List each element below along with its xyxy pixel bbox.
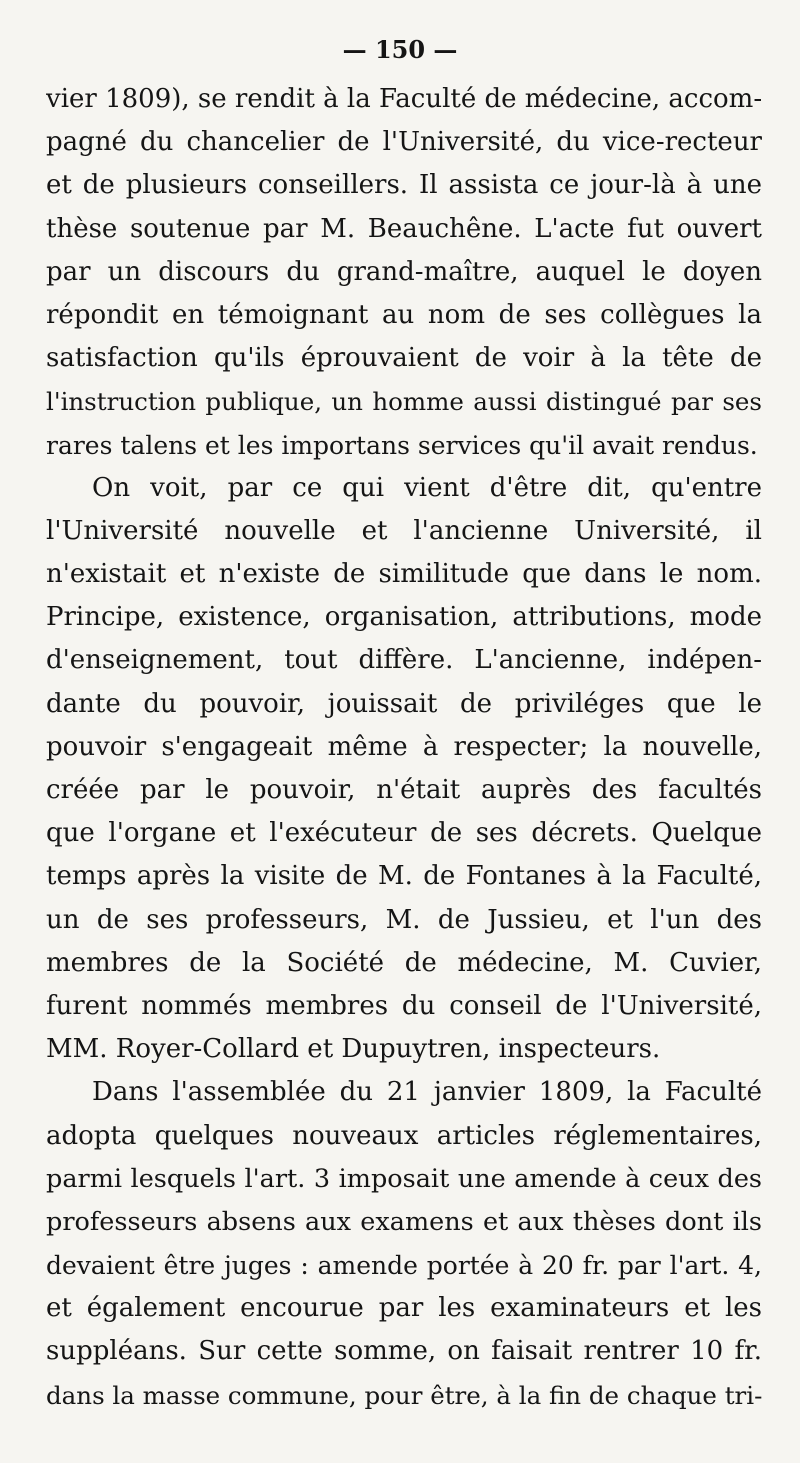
text-line: Dans l'assemblée du 21 janvier 1809, la Faculté <box>92 1077 762 1108</box>
text-line: MM. Royer-Collard et Dupuytren, inspecteurs. <box>46 1034 661 1065</box>
body-text <box>46 78 762 1417</box>
text-line: professeurs absens aux examens et aux thèses dont ils <box>46 1206 762 1237</box>
text-line: l'Université nouvelle et l'ancienne Université, il <box>46 515 762 546</box>
text-line: un de ses professeurs, M. de Jussieu, et l'un des <box>46 904 762 935</box>
text-line: suppléans. Sur cette somme, on faisait rentrer 10 fr. <box>46 1336 762 1367</box>
text-line: et de plusieurs conseillers. Il assista ce jour-là à une <box>46 170 762 201</box>
text-line: pouvoir s'engageait même à respecter; la nouvelle, <box>46 731 762 762</box>
text-line: par un discours du grand-maître, auquel le doyen <box>46 256 762 287</box>
text-line: créée par le pouvoir, n'était auprès des facultés <box>46 775 762 805</box>
text-line: membres de la Société de médecine, M. Cuvier, <box>46 947 762 978</box>
text-line: dante du pouvoir, jouissait de priviléges que le <box>46 688 762 719</box>
text-line: parmi lesquels l'art. 3 imposait une amende à ceux des <box>46 1163 762 1194</box>
text-line: temps après la visite de M. de Fontanes à la Faculté, <box>46 861 762 892</box>
text-line: devaient être juges : amende portée à 20 fr. par l'art. 4, <box>46 1251 762 1281</box>
text-line: vier 1809), se rendit à la Faculté de médecine, accom- <box>46 84 762 114</box>
text-line: n'existait et n'existe de similitude que dans le nom. <box>46 559 762 590</box>
text-line: l'instruction publique, un homme aussi distingué par ses <box>46 387 762 417</box>
text-line: rares talens et les importans services qu'il avait rendus. <box>46 430 758 460</box>
page-number: — 150 — <box>342 35 458 64</box>
text-line: thèse soutenue par M. Beauchêne. L'acte fut ouvert <box>46 213 762 244</box>
text-line: dans la masse commune, pour être, à la fin de chaque tri- <box>46 1380 762 1410</box>
text-line: Principe, existence, organisation, attributions, mode <box>46 602 762 633</box>
text-line: pagné du chancelier de l'Université, du vice-recteur <box>46 127 762 158</box>
text-line: d'enseignement, tout diffère. L'ancienne, indépen- <box>46 645 762 676</box>
text-line: et également encourue par les examinateurs et les <box>46 1293 762 1324</box>
text-line: répondit en témoignant au nom de ses collègues la <box>46 299 762 330</box>
text-line: satisfaction qu'ils éprouvaient de voir à la tête de <box>46 343 762 374</box>
text-line: furent nommés membres du conseil de l'Université, <box>46 990 762 1021</box>
text-line: adopta quelques nouveaux articles réglementaires, <box>46 1120 762 1151</box>
text-line: que l'organe et l'exécuteur de ses décrets. Quelque <box>46 818 762 849</box>
text-line: On voit, par ce qui vient d'être dit, qu'entre <box>92 472 762 503</box>
